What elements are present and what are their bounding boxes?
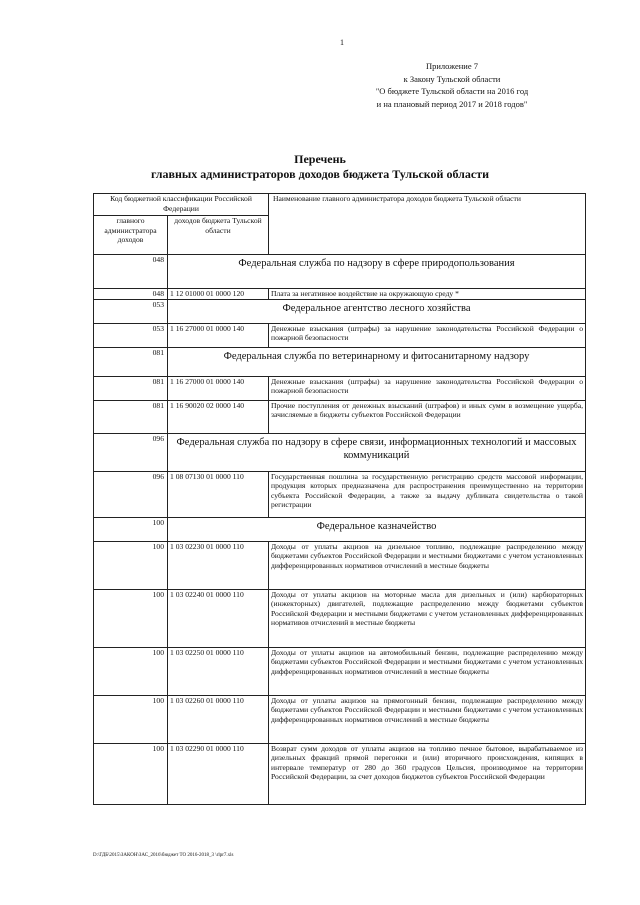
appendix-line: Приложение 7 bbox=[426, 61, 478, 71]
agency-row bbox=[94, 433, 586, 471]
agency-name-cell: Федеральная служба по ветеринарному и фитосанитарному надзору bbox=[168, 347, 586, 376]
income-row bbox=[94, 471, 586, 517]
document-title: Перечень bbox=[294, 152, 346, 166]
admin-code-cell: 100 bbox=[94, 647, 168, 695]
agency-name-cell: Федеральное казначейство bbox=[168, 517, 586, 541]
income-name-cell: Доходы от уплаты акцизов на автомобильный бензин, подлежащие распределению между бюджетами субъектов Российской Федерации и местными бюджетами с учетом установленных дифференцированных нормативов отчислений в местные бюджеты bbox=[269, 647, 586, 695]
agency-row bbox=[94, 299, 586, 323]
income-row bbox=[94, 376, 586, 400]
table-body bbox=[94, 255, 586, 805]
admin-code-cell: 100 bbox=[94, 517, 168, 541]
document-subtitle: главных администраторов доходов бюджета Тульской области bbox=[150, 167, 490, 181]
admin-code-cell: 100 bbox=[94, 695, 168, 743]
header-admin-code: главного администратора доходов bbox=[94, 216, 168, 255]
income-name-cell: Доходы от уплаты акцизов на дизельное топливо, подлежащие распределению между бюджетами субъектов Российской Федерации и местными бюджетами с учетом установленных дифференцированных нормативов отчислений в местные бюджеты bbox=[269, 541, 586, 589]
admin-code-cell: 081 bbox=[94, 347, 168, 376]
income-code-cell: 1 16 27000 01 0000 140 bbox=[168, 323, 269, 347]
income-code-cell: 1 08 07130 01 0000 110 bbox=[168, 471, 269, 517]
income-name-cell: Плата за негативное воздействие на окружающую среду * bbox=[269, 289, 586, 300]
income-code-cell: 1 03 02260 01 0000 110 bbox=[168, 695, 269, 743]
admin-code-cell: 100 bbox=[94, 589, 168, 647]
appendix-line: и на плановый период 2017 и 2018 годов" bbox=[376, 98, 528, 109]
income-code-cell: 1 03 02250 01 0000 110 bbox=[168, 647, 269, 695]
income-name-cell: Доходы от уплаты акцизов на прямогонный бензин, подлежащие распределению между бюджетами субъектов Российской Федерации и местными бюджетами с учетом установленных дифференцированных нормативов отчислений в местные бюджеты bbox=[269, 695, 586, 743]
income-row bbox=[94, 647, 586, 695]
admin-code-cell: 053 bbox=[94, 323, 168, 347]
admin-code-cell: 081 bbox=[94, 376, 168, 400]
income-code-cell: 1 16 27000 01 0000 140 bbox=[168, 376, 269, 400]
admin-code-cell: 053 bbox=[94, 299, 168, 323]
income-row bbox=[94, 289, 586, 300]
income-name-cell: Денежные взыскания (штрафы) за нарушение законодательства Российской Федерации о пожарной безопасности bbox=[269, 376, 586, 400]
income-row bbox=[94, 743, 586, 804]
page-number: 1 bbox=[340, 38, 344, 47]
income-code-cell: 1 03 02240 01 0000 110 bbox=[168, 589, 269, 647]
income-name-cell: Возврат сумм доходов от уплаты акцизов на топливо печное бытовое, вырабатываемое из дизельных фракций прямой перегонки и (или) вторичного происхождения, кипящих в интервале температур от 280 до 360 градусов Цельсия, производимое на территории Российской Федерации, за счет доходов бюджетов субъектов Российской Федерации bbox=[269, 743, 586, 804]
file-path-footer: D:\ГДБ\2015\ЗАКОН\ЗАС_2016\бюджет ТО 2016-2018_3 \rlpr7.xls bbox=[93, 853, 234, 858]
income-name-cell: Доходы от уплаты акцизов на моторные масла для дизельных и (или) карбюраторных (инжекторных) двигателей, подлежащие распределению между бюджетами субъектов Российской Федерации и местными бюджетами с учетом установленных дифференцированных нормативов отчислений в местные бюджеты bbox=[269, 589, 586, 647]
appendix-line: к Закону Тульской области bbox=[403, 73, 501, 84]
income-row bbox=[94, 541, 586, 589]
header-income-code: доходов бюджета Тульской области bbox=[168, 216, 269, 255]
appendix-line: "О бюджете Тульской области на 2016 год bbox=[375, 86, 529, 96]
income-name-cell: Прочие поступления от денежных взысканий (штрафов) и иных сумм в возмещение ущерба, зачисляемые в бюджеты субъектов Российской Федерации bbox=[269, 400, 586, 433]
income-row bbox=[94, 323, 586, 347]
admin-code-cell: 096 bbox=[94, 471, 168, 517]
admin-code-cell: 081 bbox=[94, 400, 168, 433]
income-name-cell: Денежные взыскания (штрафы) за нарушение законодательства Российской Федерации о пожарной безопасности bbox=[269, 323, 586, 347]
admin-code-cell: 100 bbox=[94, 743, 168, 804]
admin-code-cell: 100 bbox=[94, 541, 168, 589]
agency-name-cell: Федеральная служба по надзору в сфере связи, информационных технологий и массовых коммуникаций bbox=[168, 433, 586, 471]
income-row bbox=[94, 695, 586, 743]
agency-row bbox=[94, 347, 586, 376]
income-code-cell: 1 16 90020 02 0000 140 bbox=[168, 400, 269, 433]
admin-code-cell: 048 bbox=[94, 255, 168, 289]
agency-name-cell: Федеральное агентство лесного хозяйства bbox=[168, 299, 586, 323]
agency-row bbox=[94, 255, 586, 289]
administrators-table bbox=[93, 193, 586, 805]
income-row bbox=[94, 400, 586, 433]
admin-code-cell: 048 bbox=[94, 289, 168, 300]
admin-code-cell: 096 bbox=[94, 433, 168, 471]
income-code-cell: 1 12 01000 01 0000 120 bbox=[168, 289, 269, 300]
agency-name-cell: Федеральная служба по надзору в сфере природопользования bbox=[168, 255, 586, 289]
appendix-header bbox=[352, 60, 552, 110]
income-code-cell: 1 03 02290 01 0000 110 bbox=[168, 743, 269, 804]
agency-row bbox=[94, 517, 586, 541]
income-code-cell: 1 03 02230 01 0000 110 bbox=[168, 541, 269, 589]
income-name-cell: Государственная пошлина за государственную регистрацию средств массовой информации, продукция которых предназначена для распространения преимущественно на территории субъекта Российской Федерации, а также за выдачу дубликата свидетельства о такой регистрации bbox=[269, 471, 586, 517]
header-administrator-name: Наименование главного администратора доходов бюджета Тульской области bbox=[269, 194, 586, 255]
income-row bbox=[94, 589, 586, 647]
header-budget-classification: Код бюджетной классификации Российской Федерации bbox=[94, 194, 269, 216]
